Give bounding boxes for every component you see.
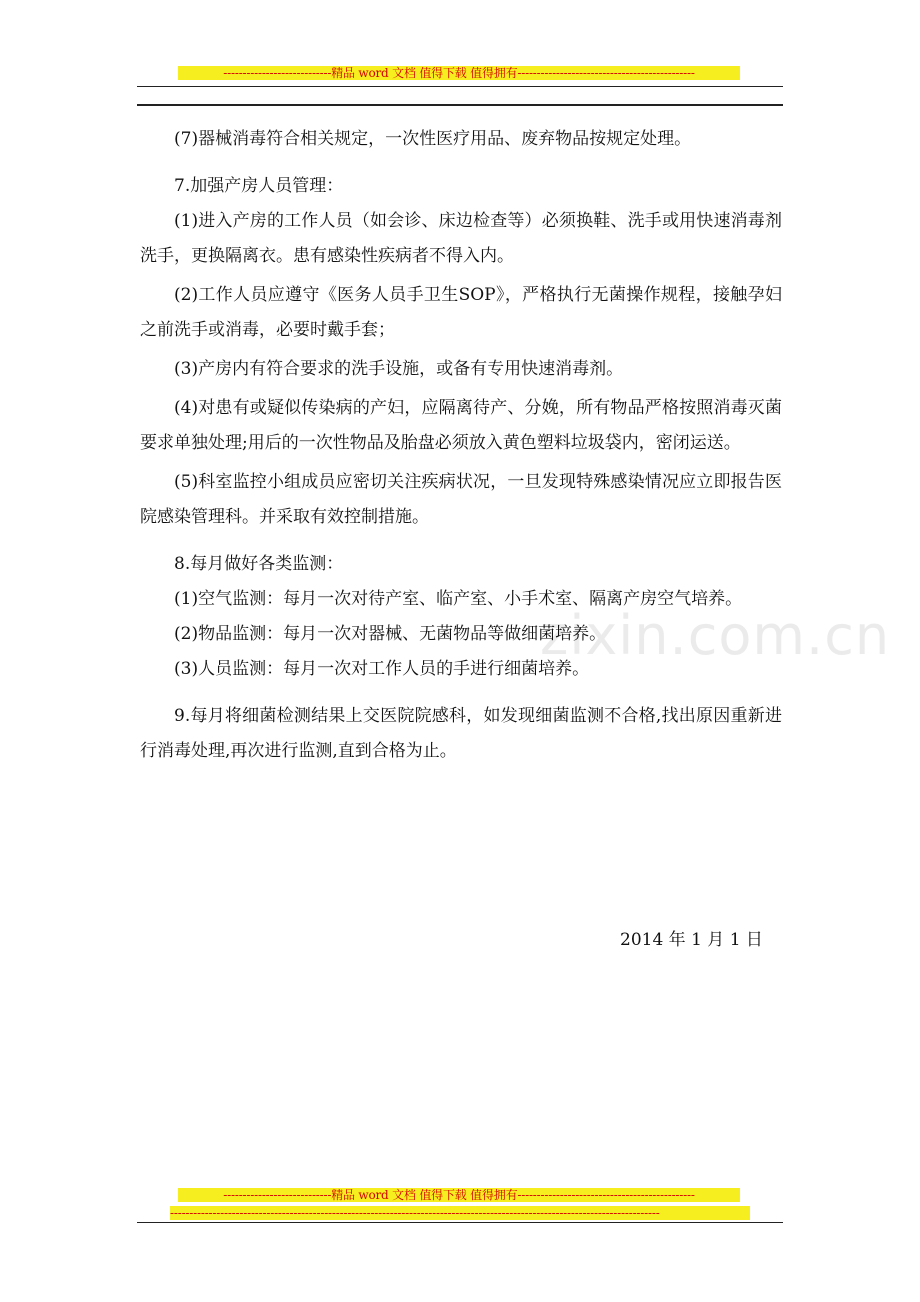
paragraph: (1)进入产房的工作人员（如会诊、床边检查等）必须换鞋、洗手或用快速消毒剂洗手，更换隔离衣。患有感染性疾病者不得入内。 [140, 211, 782, 266]
paragraph: 9.每月将细菌检测结果上交医院院感科，如发现细菌监测不合格,找出原因重新进行消毒处理,再次进行监测,直到合格为止。 [140, 706, 782, 761]
document-body [140, 122, 782, 769]
paragraph: (3)产房内有符合要求的洗手设施，或备有专用快速消毒剂。 [174, 359, 624, 379]
section-heading: 8.每月做好各类监测： [174, 554, 344, 574]
footer-dashes: ------------------------------------------------------------------------------------------------------------------------------- [170, 1206, 750, 1220]
footer-banner: ----------------------------精品 word 文档 值得下载 值得拥有---------------------------------------------- [178, 1188, 740, 1202]
footer-rule [137, 1222, 783, 1223]
paragraph: (5)科室监控小组成员应密切关注疾病状况，一旦发现特殊感染情况应立即报告医院感染管理科。并采取有效控制措施。 [140, 472, 782, 527]
header-rule-thick [137, 104, 783, 106]
paragraph: (2)工作人员应遵守《医务人员手卫生SOP》，严格执行无菌操作规程，接触孕妇之前洗手或消毒，必要时戴手套； [140, 285, 782, 340]
paragraph: (3)人员监测：每月一次对工作人员的手进行细菌培养。 [174, 659, 590, 679]
header-rule-thin [137, 86, 783, 87]
paragraph: (4)对患有或疑似传染病的产妇，应隔离待产、分娩，所有物品严格按照消毒灭菌要求单独处理;用后的一次性物品及胎盘必须放入黄色塑料垃圾袋内，密闭运送。 [140, 398, 782, 453]
paragraph: (2)物品监测：每月一次对器械、无菌物品等做细菌培养。 [174, 624, 607, 644]
paragraph: (1)空气监测：每月一次对待产室、临产室、小手术室、隔离产房空气培养。 [174, 589, 743, 609]
section-heading: 7.加强产房人员管理： [174, 176, 344, 196]
header-banner: ----------------------------精品 word 文档 值得下载 值得拥有---------------------------------------------- [178, 66, 740, 80]
paragraph: (7)器械消毒符合相关规定，一次性医疗用品、废弃物品按规定处理。 [174, 129, 692, 149]
watermark-text: zixin.com.cn [540, 604, 891, 667]
document-date: 2014 年 1 月 1 日 [620, 930, 763, 950]
